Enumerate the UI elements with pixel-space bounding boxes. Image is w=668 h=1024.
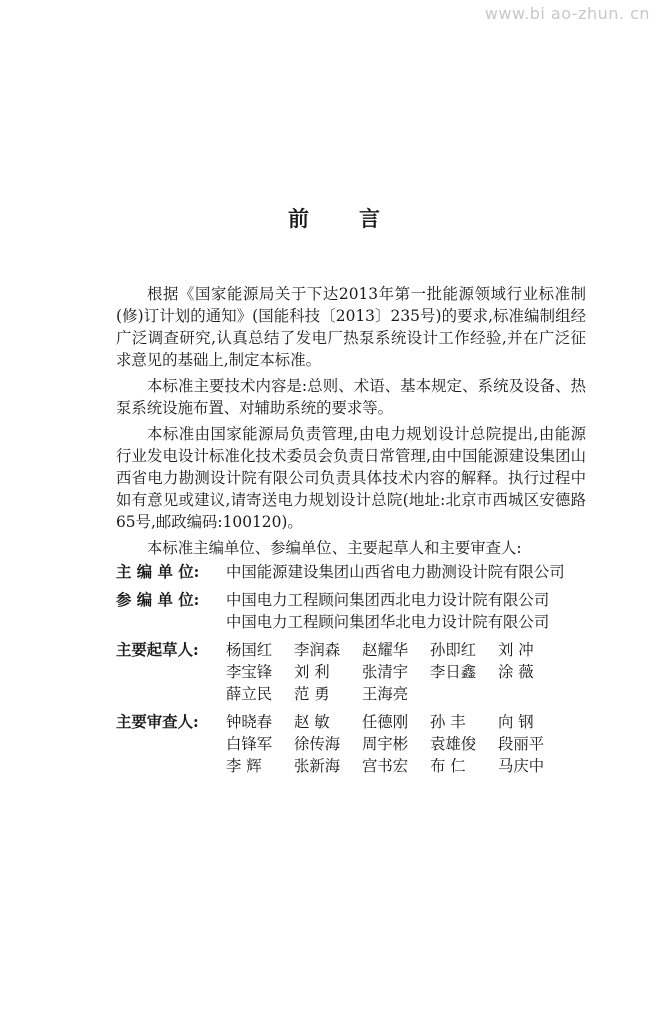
reviewer-name: 徐传海 [294, 735, 341, 753]
reviewer-name: 任德刚 [362, 713, 409, 731]
credits-chief-row [116, 561, 586, 589]
drafters-label: 主要起草人: [116, 641, 199, 659]
reviewer-name: 段丽平 [498, 735, 545, 753]
credits-drafters-row [116, 639, 586, 711]
reviewer-name: 宫书宏 [362, 757, 409, 775]
drafter-name: 赵耀华 [362, 641, 409, 659]
drafter-name: 李日鑫 [430, 663, 477, 681]
preface-body [116, 283, 586, 777]
reviewer-name: 布 仁 [430, 757, 466, 775]
drafter-name: 李润森 [294, 641, 341, 659]
reviewer-name: 张新海 [294, 757, 341, 775]
drafter-name: 李宝锋 [226, 663, 273, 681]
credits-participating-row [116, 589, 586, 639]
paragraph-basis: 根据《国家能源局关于下达2013年第一批能源领域行业标准制(修)订计划的通知》(国能科技〔2013〕235号)的要求,标准编制组经广泛调查研究,认真总结了发电厂热泵系统设计工作经验,并在广泛征求意见的基础上,制定本标准。 [116, 285, 586, 369]
paragraph-contents: 本标准主要技术内容是:总则、术语、基本规定、系统及设备、热泵系统设施布置、对辅助系统的要求等。 [116, 377, 586, 417]
drafters-list [226, 639, 586, 711]
drafter-name: 刘 利 [294, 663, 330, 681]
reviewer-name: 白锋军 [226, 735, 273, 753]
reviewer-name: 袁雄俊 [430, 735, 477, 753]
paragraph-credits-intro: 本标准主编单位、参编单位、主要起草人和主要审查人: [147, 539, 522, 557]
reviewer-name: 向 钢 [498, 713, 534, 731]
drafter-name: 涂 薇 [498, 663, 534, 681]
chief-unit: 中国能源建设集团山西省电力勘测设计院有限公司 [226, 563, 565, 581]
credits-reviewers-row [116, 711, 586, 777]
reviewer-name: 周宇彬 [362, 735, 409, 753]
reviewers-label: 主要审查人: [116, 713, 199, 731]
chief-units [226, 561, 586, 589]
participating-unit-label: 参 编 单 位: [116, 591, 200, 609]
watermark: www.bi ao-zhun. cn [484, 4, 650, 23]
reviewer-name: 李 辉 [226, 757, 262, 775]
paragraph-management: 本标准由国家能源局负责管理,由电力规划设计总院提出,由能源行业发电设计标准化技术委员会负责日常管理,由中国能源建设集团山西省电力勘测设计院有限公司负责具体技术内容的解释。执行过程中如有意见或建议,请寄送电力规划设计总院(地址:北京市西城区安德路65号,邮政编码:100120)。 [116, 425, 586, 531]
drafter-name: 刘 冲 [498, 641, 534, 659]
drafter-name: 孙即红 [430, 641, 477, 659]
chief-unit-label: 主 编 单 位: [116, 563, 200, 581]
drafter-name: 薛立民 [226, 685, 273, 703]
reviewer-name: 马庆中 [498, 757, 545, 775]
drafter-name: 杨国红 [226, 641, 273, 659]
participating-unit: 中国电力工程顾问集团华北电力设计院有限公司 [226, 613, 550, 631]
drafter-name: 范 勇 [294, 685, 330, 703]
reviewer-name: 钟晓春 [226, 713, 273, 731]
drafter-name: 王海亮 [362, 685, 409, 703]
participating-unit: 中国电力工程顾问集团西北电力设计院有限公司 [226, 591, 550, 609]
page-title: 前言 [288, 206, 430, 231]
drafter-name: 张清宇 [362, 663, 409, 681]
credits-table [116, 561, 586, 777]
reviewer-name: 孙 丰 [430, 713, 466, 731]
participating-units [226, 589, 586, 639]
reviewer-name: 赵 敏 [294, 713, 330, 731]
reviewers-list [226, 711, 586, 777]
